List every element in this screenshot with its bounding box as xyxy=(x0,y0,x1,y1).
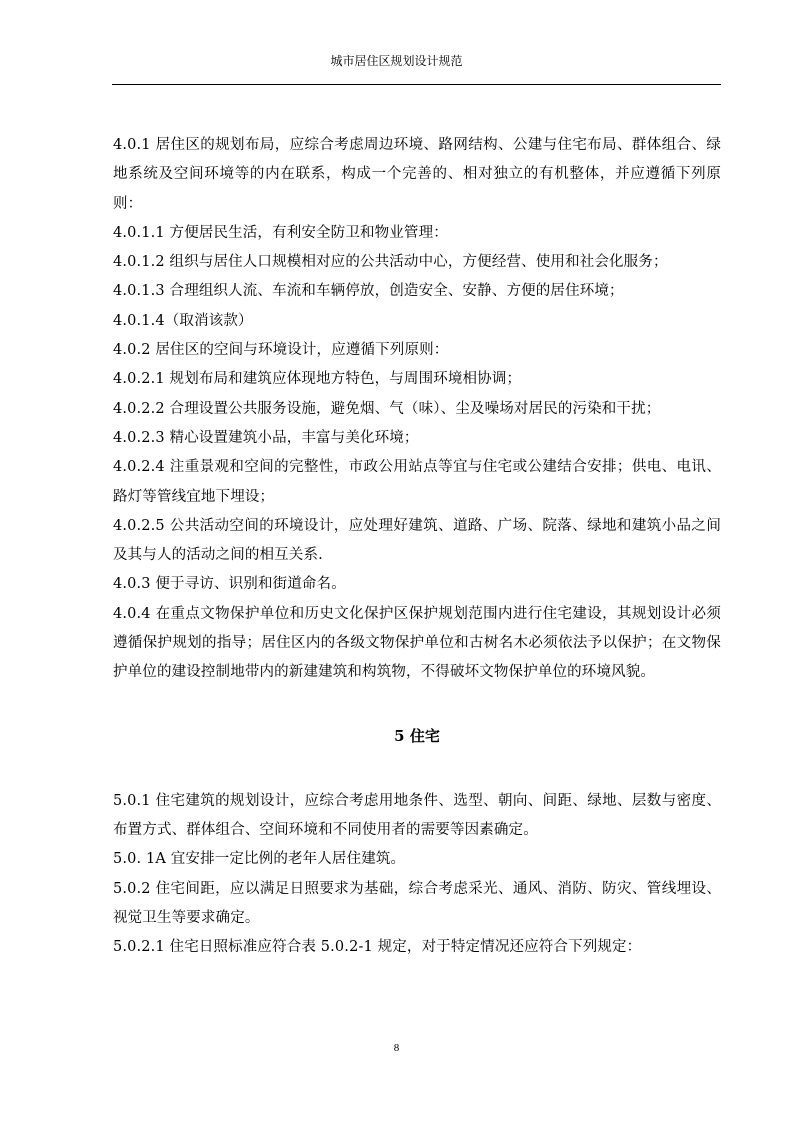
clause-4-0-2-1: 4.0.2.1 规划布局和建筑应体现地方特色，与周围环境相协调； xyxy=(113,371,522,388)
document-body xyxy=(113,131,721,962)
clause-4-0-1-1: 4.0.1.1 方便居民生活，有利安全防卫和物业管理： xyxy=(113,224,448,241)
running-header-title: 城市居住区规划设计规范 xyxy=(330,54,463,68)
clause-4-0-1-2: 4.0.1.2 组织与居住人口规模相对应的公共活动中心，方便经营、使用和社会化服务； xyxy=(113,254,668,271)
clause-5-0-2: 5.0.2 住宅间距，应以满足日照要求为基础，综合考虑采光、通风、消防、防灾、管线埋设、视觉卫生等要求确定。 xyxy=(113,880,721,926)
clause-4-0-2-3: 4.0.2.3 精心设置建筑小品，丰富与美化环境； xyxy=(113,429,419,446)
clause-4-0-2-2: 4.0.2.2 合理设置公共服务设施，避免烟、气（味）、尘及噪场对居民的污染和干扰； xyxy=(113,400,661,417)
clause-5-0-1: 5.0.1 住宅建筑的规划设计，应综合考虑用地条件、选型、朝向、间距、绿地、层数与密度、布置方式、群体组合、空间环境和不同使用者的需要等因素确定。 xyxy=(113,792,721,838)
clause-4-0-1-4: 4.0.1.4（取消该款） xyxy=(113,312,253,329)
clause-4-0-2-5: 4.0.2.5 公共活动空间的环境设计，应处理好建筑、道路、广场、院落、绿地和建筑小品之间及其与人的活动之间的相互关系. xyxy=(113,517,721,564)
clause-4-0-1-3: 4.0.1.3 合理组织人流、车流和车辆停放，创造安全、安静、方便的居住环境； xyxy=(113,283,624,300)
clause-5-0-1a: 5.0. 1A 宜安排一定比例的老年人居住建筑。 xyxy=(113,851,406,868)
clause-4-0-2-4: 4.0.2.4 注重景观和空间的完整性，市政公用站点等宜与住宅或公建结合安排；供电、电讯、路灯等管线宜地下埋设； xyxy=(113,459,721,505)
page-number: 8 xyxy=(393,1042,400,1054)
header-divider xyxy=(112,84,721,85)
clause-4-0-2: 4.0.2 居住区的空间与环境设计，应遵循下列原则： xyxy=(113,342,449,359)
chapter-5-title: 5 住宅 xyxy=(394,726,440,745)
clause-4-0-4: 4.0.4 在重点文物保护单位和历史文化保护区保护规划范围内进行住宅建设，其规划设计必须遵循保护规划的指导；居住区内的各级文物保护单位和古树名木必须依法予以保护；在文物保护单位的建设控制地带内的新建建筑和构筑物，不得破坏文物保护单位的环境风貌。 xyxy=(113,605,721,681)
clause-5-0-2-1: 5.0.2.1 住宅日照标准应符合表 5.0.2-1 规定，对于特定情况还应符合下列规定： xyxy=(113,939,642,956)
clause-4-0-3: 4.0.3 便于寻访、识别和街道命名。 xyxy=(113,576,346,593)
clause-4-0-1: 4.0.1 居住区的规划布局，应综合考虑周边环境、路网结构、公建与住宅布局、群体组合、绿地系统及空间环境等的内在联系，构成一个完善的、相对独立的有机整体，并应遵循下列原则： xyxy=(113,137,721,212)
